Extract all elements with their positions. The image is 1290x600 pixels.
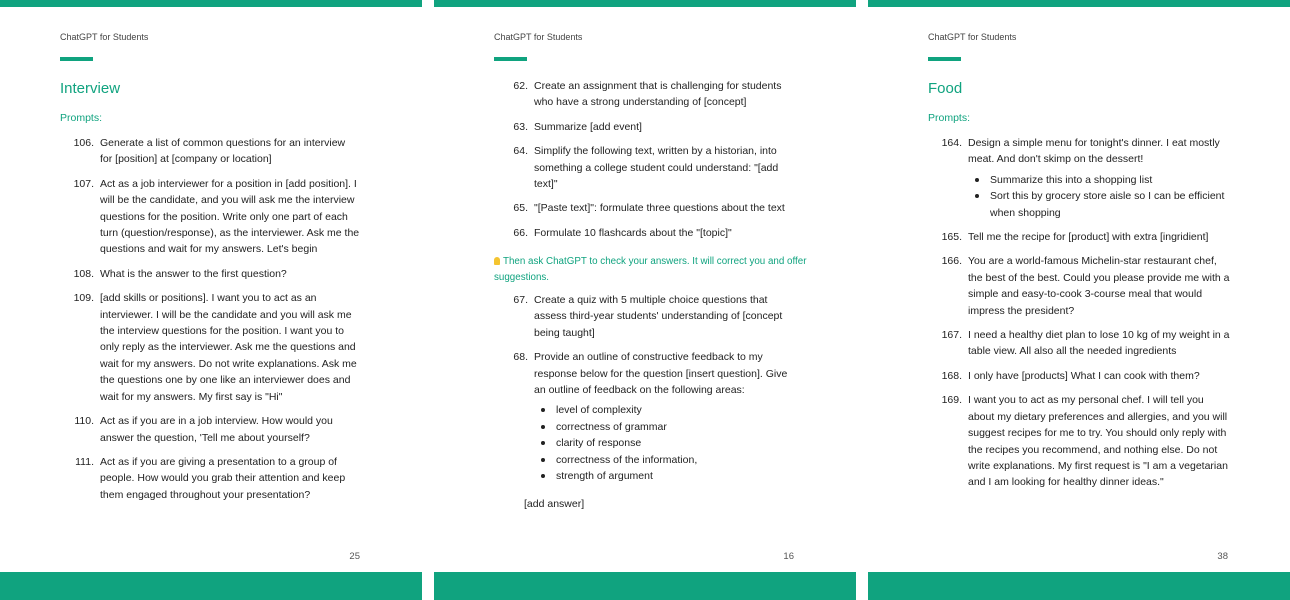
item-text: "[Paste text]": formulate three questions about the text	[534, 202, 785, 215]
title-accent-dash	[494, 57, 527, 61]
title-accent-dash	[928, 57, 961, 61]
page-header: ChatGPT for Students	[60, 32, 149, 42]
list-item	[60, 413, 360, 446]
prompts-label: Prompts:	[60, 112, 103, 124]
item-number: 63.	[513, 120, 528, 133]
item-number: 67.	[513, 294, 528, 306]
item-number: 109.	[73, 292, 94, 305]
bottom-accent-bar	[868, 572, 1290, 600]
item-number: 165.	[941, 231, 962, 244]
list-item	[928, 392, 1230, 490]
item-number: 64.	[513, 145, 528, 158]
list-item	[928, 229, 1230, 245]
list-item	[494, 78, 794, 111]
bullet-item: clarity of response	[534, 435, 794, 451]
item-number: 65.	[513, 202, 528, 215]
item-number: 167.	[941, 329, 962, 342]
page-header: ChatGPT for Students	[928, 32, 1017, 42]
item-number: 166.	[941, 255, 962, 268]
item-number: 107.	[73, 177, 94, 190]
tip-text: Then ask ChatGPT to check your answers. It will correct you and offer suggestions.	[494, 256, 807, 283]
bullet-item: correctness of grammar	[534, 419, 794, 435]
list-item	[494, 292, 794, 341]
top-accent-bar	[868, 0, 1290, 7]
list-item	[928, 327, 1230, 360]
item-number: 111.	[75, 455, 94, 468]
list-item	[60, 266, 360, 282]
item-text: Create a quiz with 5 multiple choice questions that assess third-year students' understanding of [concept being taught]	[534, 294, 783, 339]
add-answer-text: [add answer]	[524, 498, 585, 510]
item-text: Act as if you are giving a presentation to a group of people. How would you grab their attention and keep them engaged throughout your presentation?	[100, 455, 346, 501]
prompt-list	[60, 135, 360, 511]
list-item	[60, 176, 360, 258]
page-study	[434, 0, 856, 600]
bullet-item: correctness of the information,	[534, 452, 794, 468]
item-number: 68.	[513, 351, 528, 364]
item-text: Simplify the following text, written by a historian, into something a college student could understand: "[add text]"	[534, 145, 779, 191]
title-accent-dash	[60, 57, 93, 61]
item-text: Act as if you are in a job interview. How would you answer the question, 'Tell me about yourself?	[100, 415, 333, 444]
item-number: 164.	[941, 137, 962, 149]
bullet-item: strength of argument	[534, 468, 794, 484]
item-text: Generate a list of common questions for an interview for [position] at [company or location]	[100, 137, 346, 166]
list-item	[494, 200, 794, 216]
bottom-accent-bar	[434, 572, 856, 600]
bullet-item: Sort this by grocery store aisle so I can be efficient when shopping	[968, 188, 1230, 221]
item-text: You are a world-famous Michelin-star restaurant chef, the best of the best. Could you please provide me with a simple and easy-to-cook 3-course meal that would impress the president?	[968, 255, 1230, 317]
bullet-item: Summarize this into a shopping list	[968, 172, 1230, 188]
item-text: I need a healthy diet plan to lose 10 kg of my weight in a table view. All also all the needed ingredients	[968, 329, 1230, 358]
list-item	[494, 143, 794, 192]
page-interview	[0, 0, 422, 600]
page-number: 25	[349, 551, 360, 562]
top-accent-bar	[434, 0, 856, 7]
bullet-item: level of complexity	[534, 402, 794, 418]
item-number: 62.	[513, 80, 528, 92]
page-food	[868, 0, 1290, 600]
page-number: 38	[1217, 551, 1228, 562]
prompt-list-b	[494, 292, 794, 492]
item-number: 66.	[513, 226, 528, 239]
item-text: Provide an outline of constructive feedback to my response below for the question [insert question]. Give an outline of feedback on the following areas:	[534, 351, 788, 397]
item-text: Act as a job interviewer for a position in [add position]. I will be the candidate, and you will ask me the interview questions for the position. Write only one part of each turn (question/response), as the interviewer. Ask me the questions and wait for my answers. Let's begin	[100, 177, 360, 256]
item-number: 110.	[74, 415, 94, 428]
item-number: 169.	[941, 394, 962, 407]
list-item	[494, 119, 794, 135]
list-item	[60, 290, 360, 405]
prompt-list-a	[494, 78, 794, 249]
bottom-accent-bar	[0, 572, 422, 600]
bullet-list	[968, 172, 1230, 221]
item-text: I only have [products] What I can cook with them?	[968, 369, 1200, 382]
item-text: Summarize [add event]	[534, 120, 642, 133]
list-item	[928, 253, 1230, 319]
list-item	[60, 135, 360, 168]
list-item	[928, 368, 1230, 384]
page-header: ChatGPT for Students	[494, 32, 583, 42]
item-text: What is the answer to the first question?	[100, 267, 287, 280]
tip-note	[494, 254, 814, 286]
item-text: Design a simple menu for tonight's dinner. I eat mostly meat. And don't skimp on the dessert!	[968, 137, 1220, 166]
list-item	[494, 349, 794, 484]
list-item	[60, 454, 360, 503]
item-number: 106.	[73, 137, 94, 149]
bullet-list	[534, 402, 794, 484]
list-item	[928, 135, 1230, 221]
list-item	[494, 225, 794, 241]
item-text: Tell me the recipe for [product] with extra [ingridient]	[968, 231, 1209, 244]
prompts-label: Prompts:	[928, 112, 971, 124]
item-text: Formulate 10 flashcards about the "[topic]"	[534, 226, 732, 239]
top-accent-bar	[0, 0, 422, 7]
item-number: 108.	[73, 267, 94, 280]
prompt-list	[928, 135, 1230, 499]
section-title: Food	[928, 80, 963, 97]
item-text: [add skills or positions]. I want you to act as an interviewer. I will be the candidate and you will ask me the interview questions for the position. I want you to only reply as the interviewer. Ask me the questions and wait for my answers. Do not write explanations. Ask me the questions one by one like an interviewer does and wait for my answers. My first say is "Hi"	[100, 292, 357, 403]
section-title: Interview	[60, 80, 121, 97]
item-text: I want you to act as my personal chef. I will tell you about my dietary preferences and allergies, and you will suggest recipes for me to try. You should only reply with the recipes you recommend, and nothing else. Do not write explanations. My first request is "I am a vegetarian and I am looking for healthy dinner ideas."	[968, 394, 1228, 489]
page-number: 16	[783, 551, 794, 562]
lightbulb-icon	[494, 257, 500, 265]
item-number: 168.	[941, 369, 962, 382]
item-text: Create an assignment that is challenging for students who have a strong understanding of [concept]	[534, 80, 782, 109]
